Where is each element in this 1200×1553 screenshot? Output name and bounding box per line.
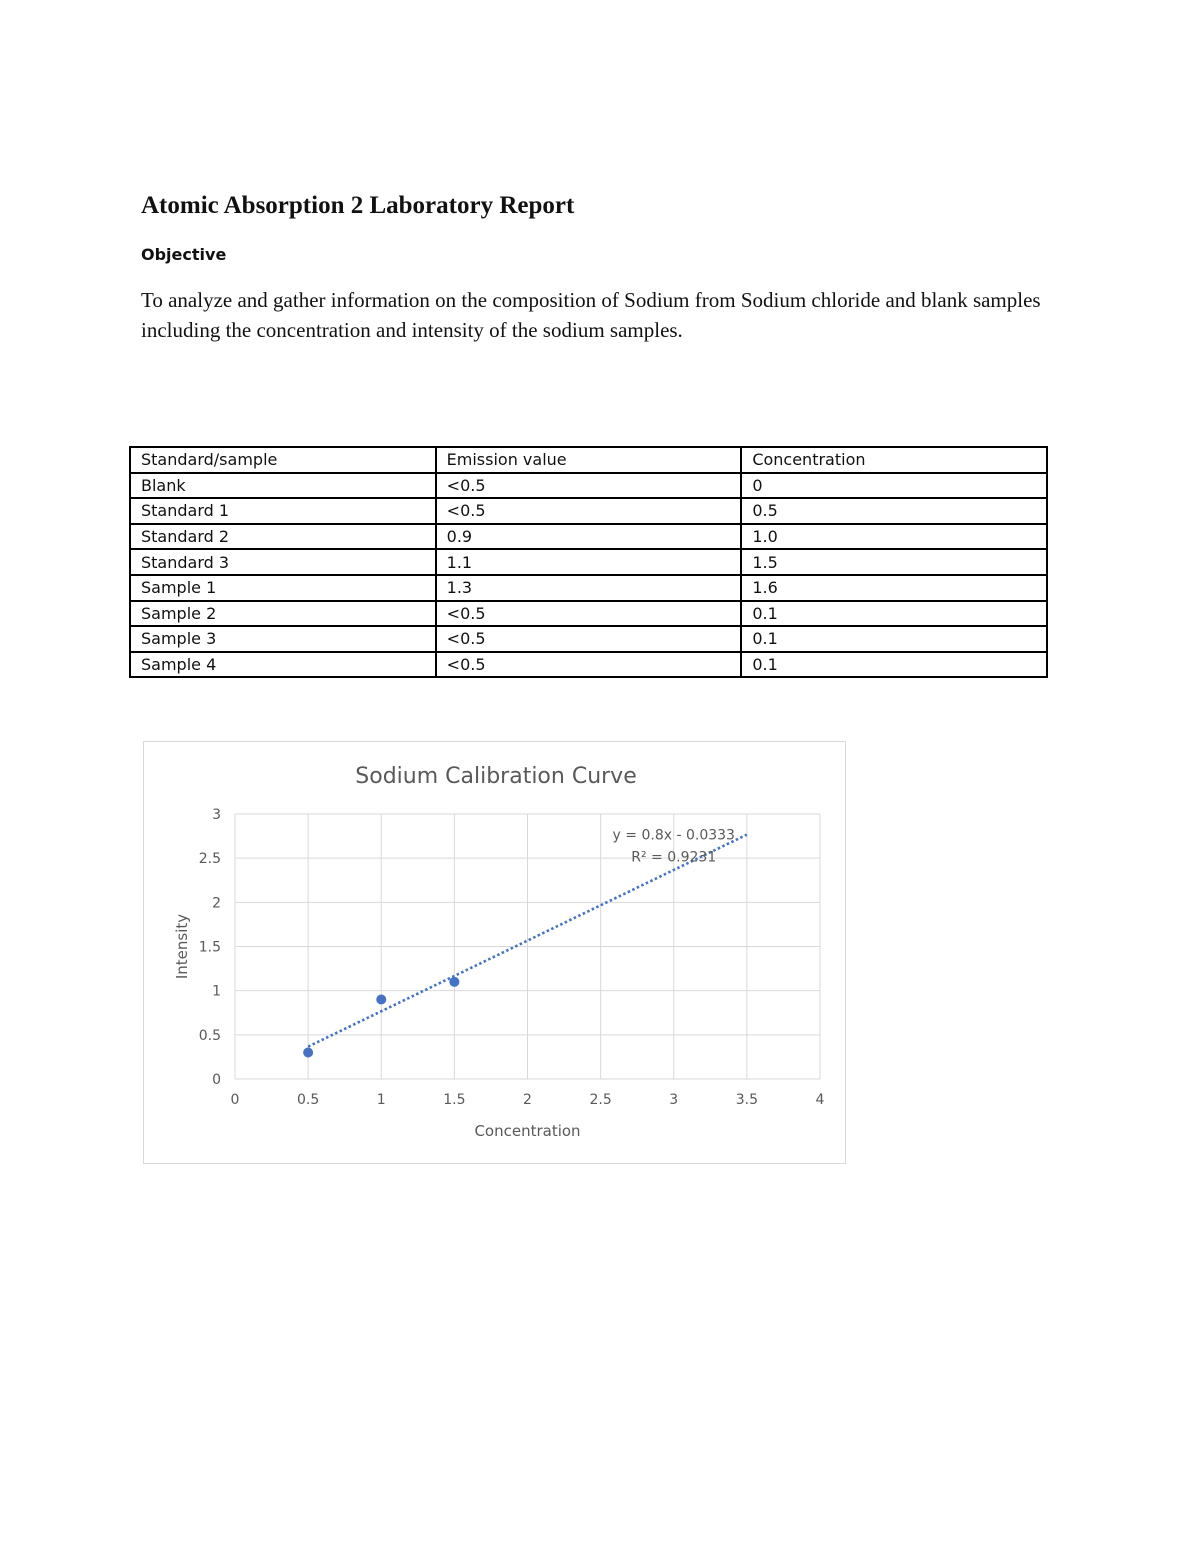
cell-emission: <0.5 xyxy=(436,498,742,524)
header-concentration: Concentration xyxy=(741,447,1047,473)
cell-concentration: 0.5 xyxy=(741,498,1047,524)
table-header-row xyxy=(130,447,1047,473)
table-row xyxy=(130,498,1047,524)
y-axis-title: Intensity xyxy=(173,913,191,980)
x-tick-label: 0 xyxy=(230,1092,240,1108)
cell-sample-name: Standard 2 xyxy=(130,524,436,550)
table-row xyxy=(130,473,1047,499)
y-tick-label: 0.5 xyxy=(198,1027,221,1044)
table-row xyxy=(130,524,1047,550)
table-row xyxy=(130,626,1047,652)
cell-emission: 1.1 xyxy=(436,549,742,575)
trendline-r2: R² = 0.9231 xyxy=(631,849,717,866)
cell-emission: 1.3 xyxy=(436,575,742,601)
cell-concentration: 0.1 xyxy=(741,652,1047,678)
table-row xyxy=(130,652,1047,678)
y-tick-label: 2 xyxy=(212,895,221,912)
x-tick-label: 3.5 xyxy=(735,1092,759,1108)
x-tick-label: 0.5 xyxy=(296,1092,320,1108)
cell-emission: <0.5 xyxy=(436,473,742,499)
chart-labels-group xyxy=(173,764,825,1140)
cell-concentration: 1.5 xyxy=(741,549,1047,575)
y-tick-label: 1 xyxy=(212,983,221,1000)
x-tick-label: 4 xyxy=(815,1092,825,1108)
table-row xyxy=(130,575,1047,601)
header-emission-value: Emission value xyxy=(436,447,742,473)
objective-heading: Objective xyxy=(141,245,227,264)
data-point xyxy=(303,1048,313,1058)
cell-concentration: 0.1 xyxy=(741,626,1047,652)
calibration-chart xyxy=(143,741,846,1164)
cell-sample-name: Blank xyxy=(130,473,436,499)
x-tick-label: 1 xyxy=(376,1092,386,1108)
x-tick-label: 1.5 xyxy=(443,1092,466,1108)
data-point xyxy=(376,995,386,1005)
chart-canvas xyxy=(144,742,847,1165)
cell-sample-name: Sample 1 xyxy=(130,575,436,601)
y-tick-label: 0 xyxy=(212,1072,221,1088)
report-title: Atomic Absorption 2 Laboratory Report xyxy=(141,192,575,219)
cell-concentration: 0.1 xyxy=(741,601,1047,627)
table-row xyxy=(130,549,1047,575)
y-tick-label: 2.5 xyxy=(198,851,221,868)
x-axis-title: Concentration xyxy=(474,1122,581,1140)
x-tick-label: 2 xyxy=(523,1092,532,1108)
trendline-equation: y = 0.8x - 0.0333 xyxy=(612,827,735,844)
cell-concentration: 0 xyxy=(741,473,1047,499)
cell-emission: <0.5 xyxy=(436,626,742,652)
x-tick-label: 3 xyxy=(669,1092,679,1108)
table-row xyxy=(130,601,1047,627)
cell-sample-name: Standard 1 xyxy=(130,498,436,524)
y-tick-label: 3 xyxy=(212,807,221,823)
chart-title: Sodium Calibration Curve xyxy=(355,764,637,789)
cell-emission: <0.5 xyxy=(436,601,742,627)
cell-emission: <0.5 xyxy=(436,652,742,678)
cell-sample-name: Standard 3 xyxy=(130,549,436,575)
cell-sample-name: Sample 4 xyxy=(130,652,436,678)
x-tick-label: 2.5 xyxy=(589,1092,612,1108)
cell-emission: 0.9 xyxy=(436,524,742,550)
cell-concentration: 1.0 xyxy=(741,524,1047,550)
cell-sample-name: Sample 2 xyxy=(130,601,436,627)
cell-sample-name: Sample 3 xyxy=(130,626,436,652)
header-standard-sample: Standard/sample xyxy=(130,447,436,473)
cell-concentration: 1.6 xyxy=(741,575,1047,601)
objective-text: To analyze and gather information on the composition of Sodium from Sodium chloride and blank samples including the concentration and intensity of the sodium samples. xyxy=(141,288,1041,342)
results-table xyxy=(129,446,1048,678)
y-tick-label: 1.5 xyxy=(198,939,221,956)
data-point xyxy=(449,977,459,987)
